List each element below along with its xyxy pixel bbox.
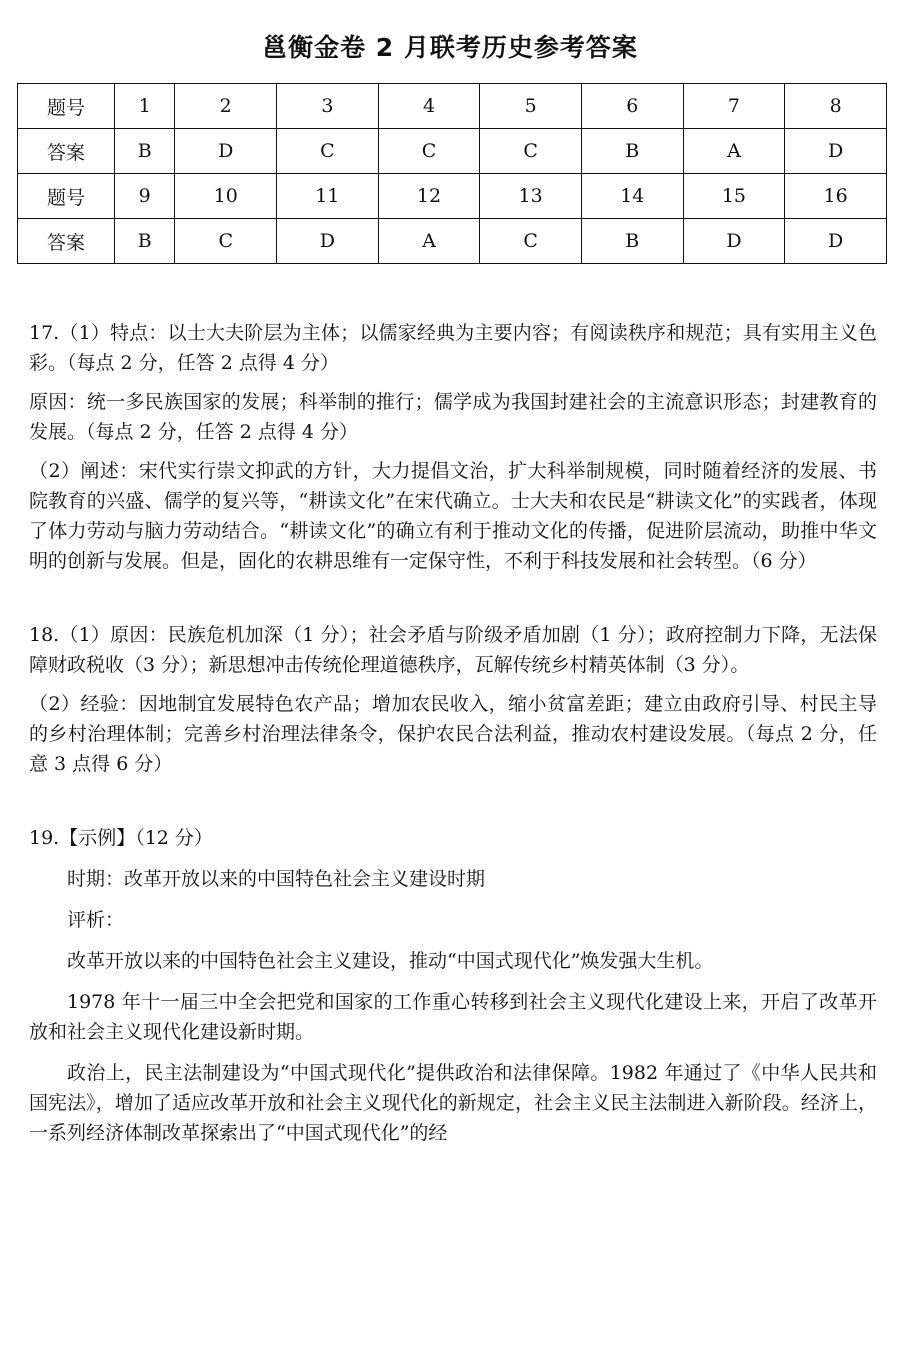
q18-part2-experience: （2）经验：因地制宜发展特色农产品；增加农民收入，缩小贫富差距；建立由政府引导、村民主导的乡村治理体制；完善乡村治理法律条令，保护农民合法利益，推动农村建设发展。（每点 2 分，任意 3 点得 6 分） xyxy=(29,693,877,775)
question-number-cell: 5 xyxy=(480,84,582,129)
answer-cell: C xyxy=(175,219,277,264)
answer-cell: C xyxy=(277,129,379,174)
question-number-cell: 1 xyxy=(115,84,175,129)
question-number-cell: 2 xyxy=(175,84,277,129)
answer-cell: D xyxy=(785,219,887,264)
question-number-cell: 15 xyxy=(683,174,785,219)
question-number-cell: 14 xyxy=(581,174,683,219)
question-number-cell: 8 xyxy=(785,84,887,129)
answer-cell: C xyxy=(378,129,480,174)
answer-cell: D xyxy=(175,129,277,174)
answer-cell: D xyxy=(785,129,887,174)
page-title: 邕衡金卷 2 月联考历史参考答案 xyxy=(262,33,638,62)
answer-cell: C xyxy=(480,129,582,174)
answer-cell: B xyxy=(115,219,175,264)
question-number-cell: 13 xyxy=(480,174,582,219)
q19-heading: 19.【示例】（12 分） xyxy=(29,827,213,849)
question-number-cell: 10 xyxy=(175,174,277,219)
answer-cell: D xyxy=(683,219,785,264)
question-number-cell: 11 xyxy=(277,174,379,219)
q17-part1-features: 17.（1）特点：以士大夫阶层为主体；以儒家经典为主要内容；有阅读秩序和规范；具有实用主义色彩。（每点 2 分，任答 2 点得 4 分） xyxy=(29,322,877,374)
answer-cell: D xyxy=(277,219,379,264)
row-label-cell: 题号 xyxy=(18,174,115,219)
answer-cell: A xyxy=(683,129,785,174)
q19-analysis-label: 评析： xyxy=(67,909,125,931)
q19-period: 时期：改革开放以来的中国特色社会主义建设时期 xyxy=(67,868,486,890)
question-number-cell: 6 xyxy=(581,84,683,129)
question-number-cell: 4 xyxy=(378,84,480,129)
row-label-cell: 答案 xyxy=(18,129,115,174)
q19-analysis-1978: 1978 年十一届三中全会把党和国家的工作重心转移到社会主义现代化建设上来，开启了改革开放和社会主义现代化建设新时期。 xyxy=(29,991,877,1043)
q17-part2-discussion: （2）阐述：宋代实行崇文抑武的方针，大力提倡文治，扩大科举制规模，同时随着经济的发展、书院教育的兴盛、儒学的复兴等，“耕读文化”在宋代确立。士大夫和农民是“耕读文化”的实践者，体现了体力劳动与脑力劳动结合。“耕读文化”的确立有利于推动文化的传播，促进阶层流动，助推中华文明的创新与发展。但是，固化的农耕思维有一定保守性，不利于科技发展和社会转型。（6 分） xyxy=(29,460,877,572)
question-number-cell: 12 xyxy=(378,174,480,219)
question-number-cell: 9 xyxy=(115,174,175,219)
answer-cell: B xyxy=(115,129,175,174)
answer-cell: B xyxy=(581,129,683,174)
question-number-cell: 16 xyxy=(785,174,887,219)
answer-table xyxy=(17,83,887,264)
answer-cell: A xyxy=(378,219,480,264)
q18-part1-reasons: 18.（1）原因：民族危机加深（1 分）；社会矛盾与阶级矛盾加剧（1 分）；政府控制力下降，无法保障财政税收（3 分）；新思想冲击传统伦理道德秩序，瓦解传统乡村精英体制（3 分）。 xyxy=(29,624,877,676)
answer-cell: B xyxy=(581,219,683,264)
answer-table-row xyxy=(18,84,887,129)
answer-body xyxy=(29,318,877,1148)
row-label-cell: 答案 xyxy=(18,219,115,264)
question-number-cell: 3 xyxy=(277,84,379,129)
answer-table-row xyxy=(18,174,887,219)
q17-part1-reasons: 原因：统一多民族国家的发展；科举制的推行；儒学成为我国封建社会的主流意识形态；封建教育的发展。（每点 2 分，任答 2 点得 4 分） xyxy=(29,391,877,443)
answer-cell: C xyxy=(480,219,582,264)
question-number-cell: 7 xyxy=(683,84,785,129)
q19-analysis-politics-economy: 政治上，民主法制建设为“中国式现代化”提供政治和法律保障。1982 年通过了《中华人民共和国宪法》，增加了适应改革开放和社会主义现代化的新规定，社会主义民主法制进入新阶段。经济上，一系列经济体制改革探索出了“中国式现代化”的经 xyxy=(29,1062,877,1144)
answer-table-row xyxy=(18,129,887,174)
q19-analysis-thesis: 改革开放以来的中国特色社会主义建设，推动“中国式现代化”焕发强大生机。 xyxy=(67,950,714,972)
answer-table-row xyxy=(18,219,887,264)
row-label-cell: 题号 xyxy=(18,84,115,129)
